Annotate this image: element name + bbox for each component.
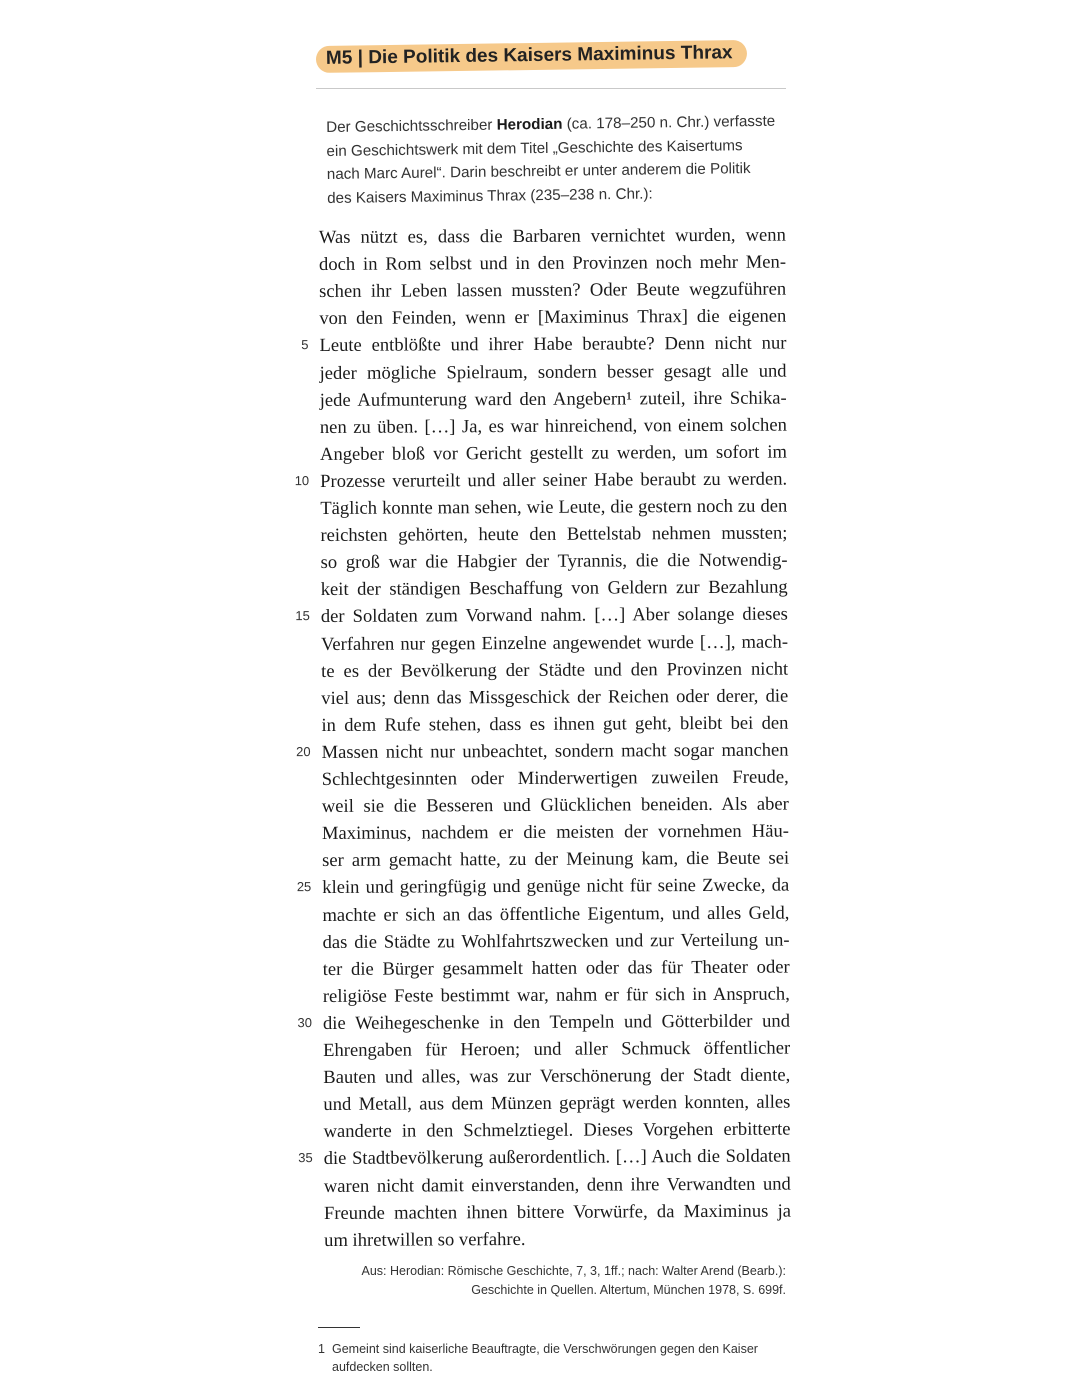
source-line: waren nicht damit einverstanden, denn ihre Verwandten und: [323, 1173, 791, 1197]
source-line: das die Städte zu Wohlfahrtszwecken und zur Verteilung un-: [322, 929, 790, 953]
source-line: die Stadtbevölkerung außerordentlich. […] Auch die Soldaten: [323, 1145, 791, 1170]
line-number: 25: [296, 879, 312, 895]
source-line: schen ihr Leben lassen mussten? Oder Beute wegzuführen: [319, 278, 787, 303]
line-number: 30: [297, 1014, 313, 1031]
footnote-divider: [318, 1327, 360, 1328]
source-line: von den Feinden, wenn er [Maximinus Thrax] die eigenen: [319, 305, 787, 330]
source-line: ter die Bürger gesammelt hatten oder das für Theater oder: [322, 956, 790, 980]
source-line: Schlechtgesinnten oder Minderwertigen zuweilen Freude,: [321, 766, 789, 790]
intro-text-before: Der Geschichtsschreiber: [326, 116, 497, 136]
source-text: [0, 220, 1080, 1256]
source-line: jeder mögliche Spielraum, sondern besser gesagt alle und: [319, 360, 787, 384]
citation-line: Geschichte in Quellen. Altertum, München 1978, S. 699f.: [471, 1283, 786, 1297]
footnote-line: Gemeint sind kaiserliche Beauftragte, die Verschwörungen gegen den Kaiser: [332, 1342, 758, 1356]
source-line: jede Aufmunterung ward den Angebern¹ zuteil, ihre Schika-: [319, 387, 787, 411]
source-line: klein und geringfügig und genüge nicht für seine Zwecke, da: [322, 874, 790, 899]
source-line: keit der ständigen Beschaffung von Geldern zur Bezahlung: [320, 576, 788, 601]
line-number: 5: [301, 337, 309, 353]
source-line: Maximinus, nachdem er die meisten der vornehmen Häu-: [321, 820, 790, 845]
source-line: und Metall, aus dem Münzen geprägt werden konnten, alles: [323, 1091, 791, 1116]
footnote-text: [332, 1340, 788, 1376]
source-line: reichsten gehörten, heute den Bettelstab nehmen mussten;: [320, 522, 788, 547]
intro-line: des Kaisers Maximinus Thrax (235–238 n. Chr.):: [327, 184, 653, 207]
source-line: so groß war die Habgier der Tyrannis, die die Notwendig-: [320, 549, 788, 574]
source-line: ser arm gemacht hatte, zu der Meinung kam, die Beute sei: [322, 847, 790, 872]
source-line: Massen nicht nur unbeachtet, sondern macht sogar manchen: [321, 739, 789, 763]
source-line: nen zu üben. […] Ja, es war hinreichend, von einem solchen: [319, 414, 787, 438]
source-line: Prozesse verurteilt und aller seiner Habe beraubt zu werden.: [320, 468, 788, 492]
source-line: die Weihegeschenke in den Tempeln und Götterbilder und: [322, 1010, 791, 1034]
source-line: in dem Rufe stehen, dass es ihnen gut geht, bleibt bei den: [321, 712, 789, 736]
source-line: doch in Rom selbst und in den Provinzen noch mehr Men-: [318, 251, 787, 276]
source-line: Leute entblößte und ihrer Habe beraubte? Denn nicht nur: [319, 332, 787, 357]
footnote-number: 1: [318, 1342, 325, 1356]
source-line: Freunde machten ihnen bittere Vorwürfe, da Maximinus ja: [323, 1200, 792, 1224]
source-line: Bauten und alles, was zur Verschönerung der Stadt diente,: [323, 1064, 791, 1089]
intro-text: [326, 109, 797, 210]
intro-line: nach Marc Aurel“. Darin beschreibt er unter anderem die Politik: [326, 160, 751, 183]
line-number: 20: [296, 743, 311, 760]
source-line: Angeber bloß vor Gericht gestellt zu werden, um sofort im: [319, 441, 788, 465]
author-name: Herodian: [496, 115, 563, 134]
source-line: viel aus; denn das Missgeschick der Reichen oder derer, die: [321, 685, 789, 709]
line-number: 15: [295, 608, 310, 624]
intro-text-after: (ca. 178–250 n. Chr.) verfasste: [562, 112, 776, 133]
footnote-line: aufdecken sollten.: [332, 1360, 433, 1374]
page-title: M5 | Die Politik des Kaisers Maximinus Thrax: [316, 40, 747, 73]
source-line: te es der Bevölkerung der Städte und den Provinzen nicht: [321, 658, 789, 682]
line-number: 10: [294, 472, 310, 489]
source-line: religiöse Feste bestimmt war, nahm er für sich in Anspruch,: [322, 983, 790, 1007]
citation: [340, 1262, 786, 1300]
source-line: weil sie die Besseren und Glücklichen beneiden. Als aber: [321, 793, 789, 818]
intro-line: ein Geschichtswerk mit dem Titel „Geschichte des Kaisertums: [326, 136, 743, 160]
citation-line: Aus: Herodian: Römische Geschichte, 7, 3, 1ff.; nach: Walter Arend (Bearb.):: [361, 1264, 786, 1278]
line-number: 35: [298, 1150, 313, 1166]
source-line: Was nützt es, dass die Barbaren vernichtet wurden, wenn: [318, 224, 786, 249]
source-line: Ehrengaben für Heroen; und aller Schmuck öffentlicher: [323, 1037, 791, 1061]
source-line: machte er sich an das öffentliche Eigentum, und alles Geld,: [322, 902, 790, 926]
source-line: der Soldaten zum Vorwand nahm. […] Aber solange dieses: [320, 603, 788, 628]
source-line: wanderte in den Schmelztiegel. Dieses Vorgehen erbitterte: [323, 1118, 791, 1143]
source-line: um ihretwillen so verfahre.: [324, 1228, 526, 1251]
source-line: Verfahren nur gegen Einzelne angewendet wurde […], mach-: [320, 631, 789, 655]
title-divider: [316, 88, 786, 89]
source-line: Täglich konnte man sehen, wie Leute, die gestern noch zu den: [320, 495, 788, 519]
